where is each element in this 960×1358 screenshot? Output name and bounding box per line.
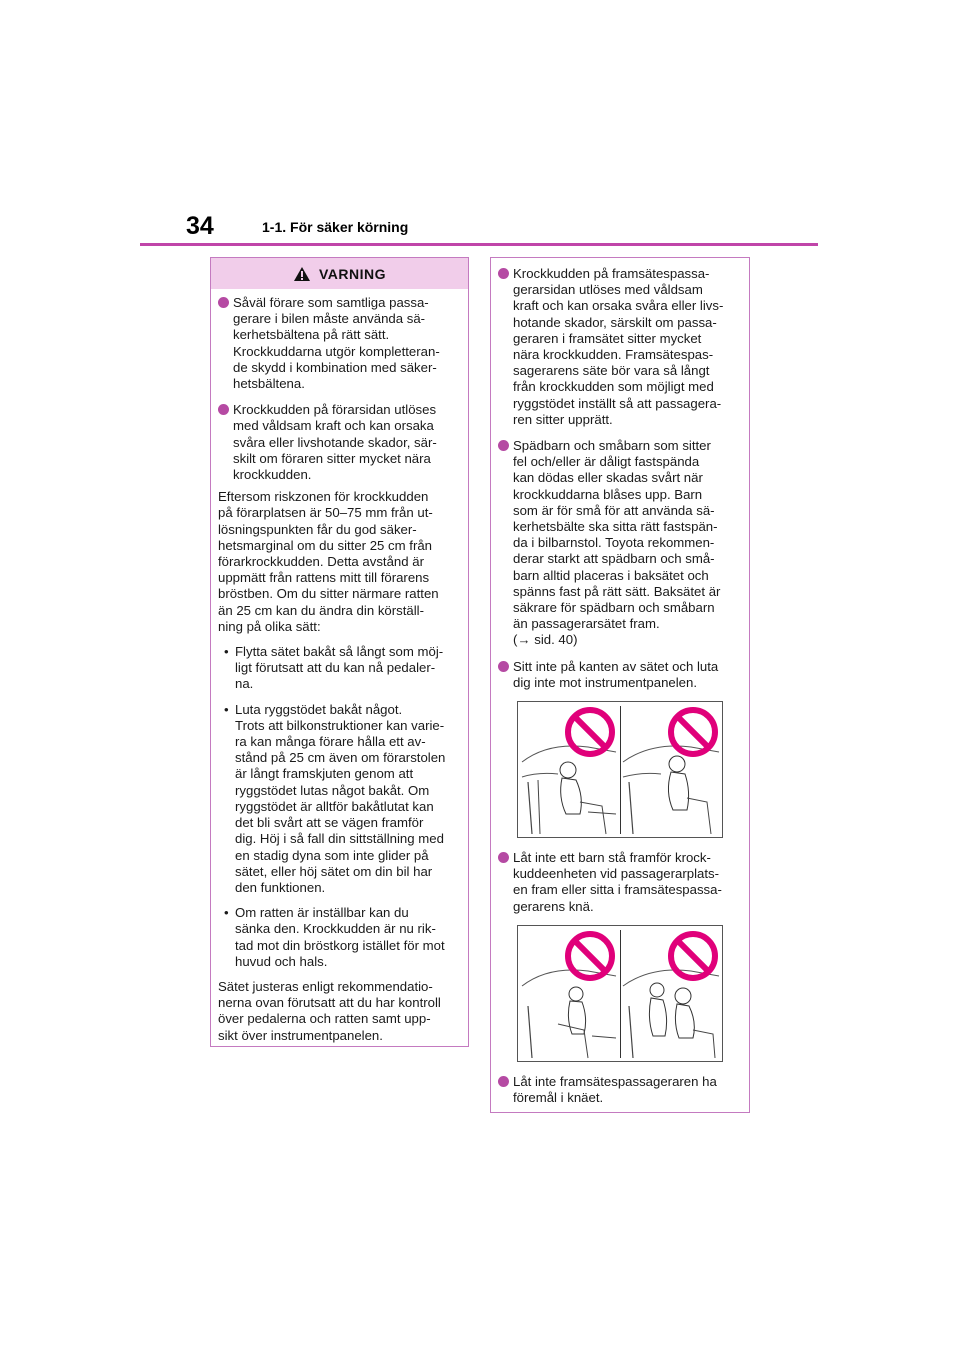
bullet-icon (218, 404, 229, 415)
item-text: Låt inte ett barn stå framför krock- kuddeenheten vid passagerarplats- en fram eller sitta i framsätespassa- gerarens knä. (513, 850, 722, 914)
page-number: 34 (186, 212, 214, 240)
item-text: Såväl förare som samtliga passa- gerare i bilen måste använda sä- kerhetsbältena på rätt sätt. Krockkuddarna utgör kompletteran- de skydd i kombination med säker- hetsbältena. (233, 295, 440, 392)
item-text: Sitt inte på kanten av sätet och luta dig inte mot instrumentpanelen. (513, 658, 719, 690)
item-text: Krockkudden på förarsidan utlöses med våldsam kraft och kan orsaka svåra eller livshotande skador, sär- skilt om föraren sitter mycket nära krockkudden. (233, 402, 437, 483)
list-item (498, 1074, 741, 1106)
section-title: 1-1. För säker körning (262, 219, 409, 235)
sub-list-item (224, 702, 460, 896)
list-item (498, 266, 741, 428)
item-text: Låt inte framsätespassageraren ha föremål i knäet. (513, 1073, 717, 1106)
bullet-icon (498, 440, 509, 451)
warning-triangle-icon (293, 266, 311, 282)
illustration-leaning-on-dashboard (517, 701, 723, 838)
car-interior-illustration-left (518, 926, 620, 1063)
list-item (498, 850, 741, 915)
car-interior-illustration-left (518, 702, 620, 839)
warning-box-continued (490, 257, 750, 1113)
sub-list-item (224, 644, 460, 693)
bullet-icon (498, 268, 509, 279)
list-item (498, 438, 741, 649)
warning-box (210, 257, 469, 1047)
item-text: Krockkudden på framsätespassa- gerarsidan utlöses med våldsam kraft och kan orsaka svåra eller livs- hotande skador, särskilt om passa- geraren i framsätet sitter mycket nära krockkudden. Framsätespas- sagerarens säte bör vara så långt från krockkudden som möjligt med ryggstödet inställt så att passagera- ren sitter upprätt. (513, 266, 724, 427)
list-item (498, 659, 741, 691)
list-item (218, 295, 460, 392)
list-item (218, 402, 460, 483)
header-rule (140, 243, 818, 246)
bullet-icon (218, 297, 229, 308)
bullet-icon (498, 661, 509, 672)
sub-list-item (224, 905, 460, 970)
illustration-child-standing (517, 925, 723, 1062)
car-interior-illustration-right (621, 926, 723, 1063)
paragraph: Eftersom riskzonen för krockkudden på förarplatsen är 50–75 mm från ut- lösningspunkten får du god säker- hetsmarginal om du sitter 25 cm från förarkrockkudden. Detta avstånd är uppmätt från rattens mitt till förarens bröstben. Om du sitter närmare ratten än 25 cm kan du ändra din körställ- ning på olika sätt: (218, 489, 439, 634)
sub-bullet: • (224, 644, 229, 660)
sub-item-text: Flytta sätet bakåt så långt som möj- ligt förutsatt att du kan nå pedaler- na. (235, 644, 444, 692)
warning-header (211, 258, 468, 289)
bullet-icon (498, 852, 509, 863)
car-interior-illustration-right (621, 702, 723, 839)
paragraph: Sätet justeras enligt rekommendatio- nerna ovan förutsatt att du har kontroll över pedalerna och ratten samt upp- sikt över instrumentpanelen. (218, 978, 441, 1043)
sub-item-text: Luta ryggstödet bakåt något. Trots att bilkonstruktioner kan varie- ra kan många förare hålla ett av- stånd på 25 cm även om förarstolen är långt framskjuten genom att ryggstödet lutas något bakåt. Om ryggstödet är alltför bakåtlutat kan det bli svårt att se vägen framför dig. Höj i så fall din sittställning med en stadig dyna som inte glider på sätet, eller höj sätet om din bil har den funktionen. (235, 701, 446, 895)
sub-bullet: • (224, 905, 229, 921)
sub-bullet: • (224, 701, 229, 717)
bullet-icon (498, 1076, 509, 1087)
item-text: Spädbarn och småbarn som sitter fel och/eller är dåligt fastspända kan dödas eller skadas svårt när krockkuddarna blåses upp. Barn som är för små för att använda sä- kerhetsbälte ska sitta rätt fastspän- da i bilbarnstol. Toyota rekommen- derar starkt att spädbarn och små- barn alltid placeras i baksätet och spänns fast på rätt sätt. Baksätet är säkrare för spädbarn och småbarn än passagerarsätet fram. (→ sid. 40) (513, 438, 721, 648)
sub-item-text: Om ratten är inställbar kan du sänka den. Krockkudden är nu rik- tad mot din bröstkorg istället för mot huvud och hals. (235, 905, 445, 969)
warning-title: VARNING (318, 265, 387, 282)
